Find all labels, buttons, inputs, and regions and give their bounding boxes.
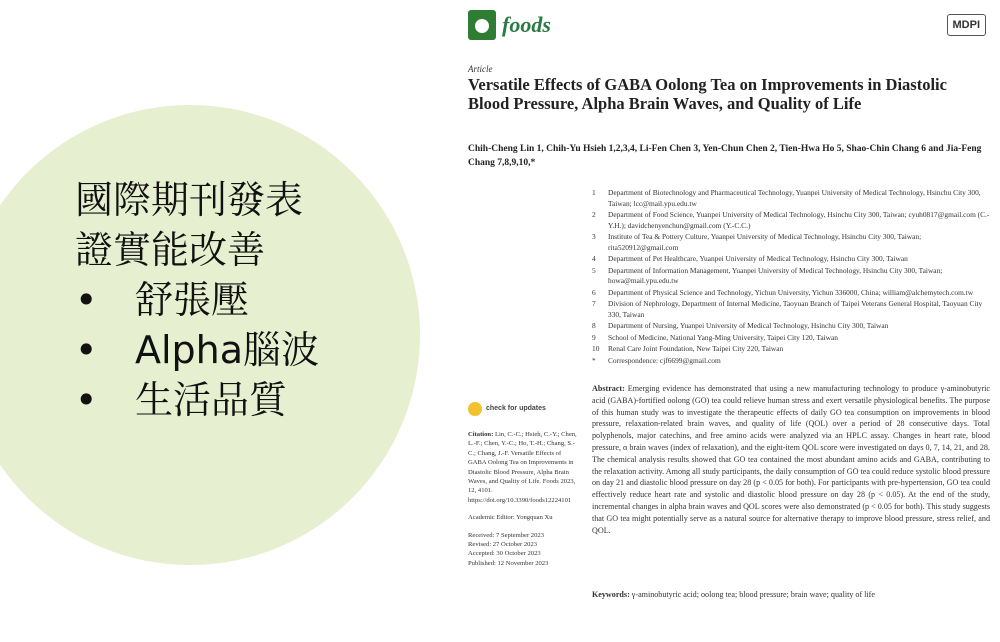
summary-line-2: 證實能改善 <box>75 228 266 272</box>
academic-editor: Academic Editor: Yongquan Xu <box>468 514 553 522</box>
bullet-symbol: • <box>75 278 98 322</box>
abstract-text: Emerging evidence has demonstrated that using a new manufacturing technology to produce γ-aminobutyric acid (GABA)-fortified oolong (GO) tea could relieve human stress and exert versatile physiological benefits. The purpose of this human study was to investigate the therapeutic effects of daily GO tea consumption on improvements in blood pressure, relaxation-related brain waves, and quality of life (QOL) over a period of 28 consecutive days. Total polyphenols, major catechins, and free amino acids were analyzed via an HPLC assay. Changes in heart rate, blood pressure, α brain waves (index of relaxation), and the eight-item QOL score were investigated on days 0, 7, 14, 21, and 28. The chemical analysis results showed that GO tea contained the most abundant amino acids and GABA, contributing to the relaxation activity. Among all study participants, the daily consumption of GO tea could reduce systolic blood pressure on day 21 and diastolic blood pressure on day 28 (p < 0.05 for both). For participants with pre-hypertension, GO tea could effectively reduce heart rate and systolic and diastolic blood pressure on day 28 (p < 0.05). At the end of the study, incremental changes in alpha brain waves and QOL scores were also demonstrated (p < 0.05 for both). This study suggests that GO tea might potentially serve as a natural source for alternative therapy to improve blood pressure, stress relief, and QOL. <box>592 384 990 535</box>
keywords-text: γ-aminobutyric acid; oolong tea; blood pressure; brain wave; quality of life <box>631 590 875 599</box>
bullet-symbol: • <box>75 328 98 372</box>
keywords-label: Keywords: <box>592 590 630 599</box>
keywords <box>592 590 990 599</box>
affiliation-item: 7 Division of Nephrology, Department of Internal Medicine, Taoyuan Branch of Taipei Veterans General Hospital, Taoyuan City 330, Taiwan <box>592 299 983 319</box>
bullet-symbol: • <box>75 378 98 422</box>
bullet-label: 生活品質 <box>135 378 288 422</box>
affiliation-item: 2 Department of Food Science, Yuanpei University of Medical Technology, Hsinchu City 300, Taiwan; cyuh0817@gmail.com (C.-Y.H.); davidchenyenchun@gmail.com (Y.-C.C.) <box>592 210 990 230</box>
revised-date: Revised: 27 October 2023 <box>468 541 538 549</box>
check-updates-icon <box>468 402 482 416</box>
affiliation-item: 4 Department of Pet Healthcare, Yuanpei University of Medical Technology, Hsinchu City 300, Taiwan <box>592 254 908 263</box>
paper-title: Versatile Effects of GABA Oolong Tea on Improvements in Diastolic Blood Pressure, Alpha Brain Waves, and Quality of Life <box>468 75 947 113</box>
affiliation-item: 5 Department of Information Management, Yuanpei University of Medical Technology, Hsinchu City 300, Taiwan; howa@mail.ypu.edu.tw <box>592 265 943 285</box>
affiliation-item: * Correspondence: cjf6699@gmail.com <box>592 355 721 365</box>
journal-name: foods <box>502 12 551 37</box>
publisher-logo: MDPI <box>947 14 987 36</box>
bullet-item <box>75 375 319 425</box>
affiliation-item: 3 Institute of Tea & Pottery Culture, Yuanpei University of Medical Technology, Hsinchu City 300, Taiwan; rita520912@gmail.com <box>592 232 922 252</box>
summary-text <box>75 175 319 425</box>
bullet-label: Alpha腦波 <box>135 328 320 372</box>
article-type: Article <box>468 64 493 74</box>
plate-icon <box>468 10 496 40</box>
affiliation-item: 9 School of Medicine, National Yang-Ming University, Taipei City 120, Taiwan <box>592 332 838 342</box>
sidebar-metadata <box>468 402 578 568</box>
bullet-label: 舒張壓 <box>135 278 250 322</box>
received-date: Received: 7 September 2023 <box>468 531 544 539</box>
affiliation-item: 6 Department of Physical Science and Technology, Yichun University, Yichun 336000, China; william@alchemytech.com.tw <box>592 287 974 297</box>
accepted-date: Accepted: 30 October 2023 <box>468 550 541 558</box>
affiliation-item: 10 Renal Care Joint Foundation, New Taipei City 220, Taiwan <box>592 344 784 353</box>
paper-page <box>462 0 1000 642</box>
abstract-label: Abstract: <box>592 384 625 393</box>
affiliation-item: 1 Department of Biotechnology and Pharmaceutical Technology, Yuanpei University of Medical Technology, Hsinchu City 300, Taiwan; lcc@mail.ypu.edu.tw <box>592 188 981 208</box>
citation: Citation: Lin, C.-C.; Hsieh, C.-Y.; Chen, L.-F.; Chen, Y.-C.; Ho, T.-H.; Chang, S.-C.; Chang, J.-F. Versatile Effects of GABA Oolong Tea on Improvements in Diastolic Blood Pressure, Alpha Brain Waves, and Quality of Life. Foods 2023, 12, 4101. https://doi.org/10.3390/foods12224101 <box>468 431 577 504</box>
summary-line-1: 國際期刊發表 <box>75 178 304 222</box>
check-updates-button[interactable]: check for updates <box>468 402 578 416</box>
abstract <box>592 383 990 536</box>
bullet-item <box>75 325 319 375</box>
bullet-item <box>75 275 319 325</box>
published-date: Published: 12 November 2023 <box>468 559 549 567</box>
affiliation-item: 8 Department of Nursing, Yuanpei University of Medical Technology, Hsinchu City 300, Taiwan <box>592 321 889 330</box>
affiliations <box>592 188 992 367</box>
journal-logo <box>468 10 551 40</box>
author-list: Chih-Cheng Lin 1, Chih-Yu Hsieh 1,2,3,4, Li-Fen Chen 3, Yen-Chun Chen 2, Tien-Hwa Ho 5, Shao-Chin Chang 6 and Jia-Feng Chang 7,8,9,10,* <box>468 144 982 168</box>
